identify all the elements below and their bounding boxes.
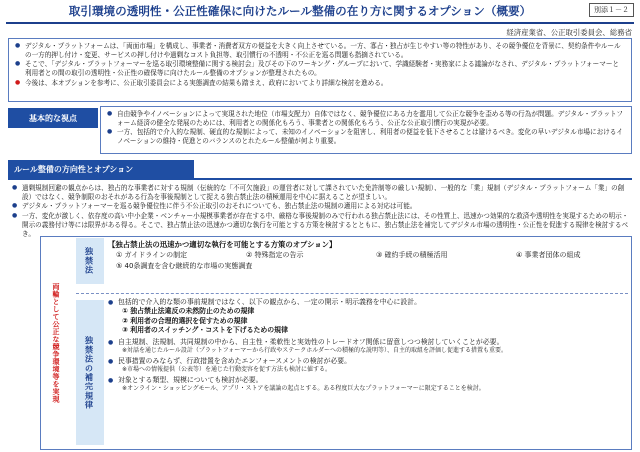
side-caption-text: 両輪として公正な競争環境等を実現 (52, 283, 60, 403)
intro-item: ● 今後は、本オプションを参考に、公正取引委員会による実態調査の結果も踏まえ、政府においてより詳細な検討を進める。 (15, 79, 625, 88)
complement-sub-item: ③ 利用者のスイッチング・コストを下げるための規律 (122, 326, 288, 334)
complement-label (76, 300, 104, 445)
complement-item-text: 対象とする類型、規模についても検討が必要。 (118, 375, 263, 384)
options-divider (76, 293, 628, 294)
section-divider (8, 178, 632, 180)
direction-item: ● 過剰規制回避の観点からは、独占的な事業者に対する規制（伝統的な「不可欠施設」の運営者に対して課されていた免許制等の厳しい規制）、一般的な「業」規制（デジタル・プラットフォーム「業」の創設）ではなく、競争制限のおそれがある行為を事後規制として捉える独占禁止法の積極運用を中心に据えることが望ましい。 (12, 184, 630, 201)
section-title: ルール整備の方向性とオプション (8, 160, 194, 178)
complement-list (108, 298, 630, 393)
side-caption (42, 250, 70, 436)
complement-note: ※対話を通じたルール設計（プラットフォーマーから行政やステークホルダーへの積極的な説明等）、自主的取組を評価し促進する措置も重要。 (122, 346, 507, 354)
complement-item (108, 298, 630, 336)
intro-list (15, 42, 625, 88)
complement-item-text: 民事措置のみならず、行政措置を含めたエンフォースメントの検討が必要。 (118, 356, 352, 365)
complement-item (108, 338, 630, 355)
antitrust-option: ④ 事業者団体の組成 (516, 251, 581, 259)
intro-item: ● デジタル・プラットフォームは、「両面市場」を構成し、事業者・消費者双方の便益を大きく向上させている。一方、寡占・独占が生じやすい等の特性があり、その競争優位を背景に、契約条件やルールの一方的押し付け・変更、サービスの押し付けや過剰なコスト負担等、取引慣行の不透明・不公正を巡る問題も指摘されている。 (15, 42, 625, 59)
complement-label-text: 独禁法の補完規律 (84, 335, 95, 410)
direction-item: ● デジタル・プラットフォーマーを巡る競争優位性に伴う不公正取引のおそれについても、独占禁止法の規制の適用による対応は可能。 (12, 202, 630, 211)
title-underline (6, 22, 634, 24)
basic-item: ● 一方、包括的で介入的な規制、硬直的な規制によって、未知のイノベーションを阻害し、利用者の便益を低下させることは避けるべき。変化の早いデジタル市場におけるイノベーションの維持・促進とのバランスのとれたルール整備が何より重要。 (107, 128, 625, 145)
basic-list (107, 110, 625, 146)
intro-box (8, 38, 632, 102)
direction-list (12, 184, 630, 238)
antitrust-option-grid (116, 250, 628, 272)
basic-item: ● 自由競争やイノベーションによって実現された地位（市場支配力）自体ではなく、競争優位にある力を濫用して公正な競争を歪める等の行為が問題。デジタル・プラットフォーム経済の健全な発展のためには、利用者との関係化もろう、事業者との関係化もろう、公正な公正取引慣行の実現が必要。 (107, 110, 625, 127)
complement-item (108, 357, 630, 374)
antitrust-option: ① ガイドラインの制定 (116, 251, 188, 259)
complement-sub-item: ② 利用者の合理的選択を促すための規律 (122, 316, 248, 325)
header (0, 0, 640, 26)
antitrust-label-text: 独禁法 (84, 247, 95, 275)
complement-sub-item: ① 独占禁止法違反の未然防止のための規律 (122, 307, 255, 315)
complement-note: ※オンライン・ショッピングモール、アプリ・ストアを議論の起点とする。ある程度巨大なプラットフォーマーに限定することを検討。 (122, 384, 485, 392)
antitrust-label (76, 238, 104, 284)
basic-viewpoint-box (100, 106, 632, 154)
direction-section (12, 184, 630, 238)
complement-note: ※市場への情報提供（公表等）を通じた行動変容を促す方法も検討に値する。 (122, 365, 332, 373)
direction-item: ● 一方、変化が激しく、依存度の高い中小企業・ベンチャー小規模事業者が存在する中、厳格な事後規制のみで行われる独占禁止法には、その性質上、迅速かつ効果的な救済や透明性を実現するための明示・開示の義務付け等には限界がある得る。そこで、独占禁止法の迅速かつ適切な執行を可能とする方策を検討するとともに、独占禁止法を補完してデジタル市場の透明性・公正性を促進する規律を検討するべき。 (12, 212, 630, 238)
antitrust-option: ② 特殊指定の告示 (246, 251, 304, 259)
antitrust-options (108, 240, 628, 284)
doc-number-badge: 別添１－２ (589, 3, 634, 17)
basic-viewpoint-label: 基本的な視点 (8, 108, 98, 128)
complement-item-text: 自主規制、法規制、共同規制の中から、自主性・柔軟性と実効性のトレードオフ関係に留意しつつ検討していくことが必要。 (118, 337, 504, 346)
antitrust-title: 【独占禁止法の迅速かつ適切な執行を可能とする方策のオプション】 (108, 240, 337, 249)
complement-item-text: 包括的で介入的な類の事前規制ではなく、以下の観点から、一定の開示・明示義務を中心に設計。 (118, 298, 422, 306)
issuer-text: 経済産業省、公正取引委員会、総務省 (506, 28, 632, 37)
complement-item (108, 376, 630, 393)
intro-item: ● そこで、「デジタル・プラットフォーマーを巡る取引環境整備に関する検討会」及びその下のワーキング・グループにおいて、学識経験者・実務家による議論がなされ、デジタル・プラットフォーマーと利用者との間の取引の透明性・公正性の確保等に向けたルール整備のオプションが整理されたもの。 (15, 60, 625, 77)
page-title: 取引環境の透明性・公正性確保に向けたルール整備の在り方に関するオプション（概要） (68, 4, 532, 18)
antitrust-option: ⑤ 40条調査を含む継続的な市場の実態調査 (116, 262, 253, 270)
complement-rules (108, 298, 630, 393)
antitrust-option: ③ 確約手続の積極活用 (376, 251, 448, 259)
